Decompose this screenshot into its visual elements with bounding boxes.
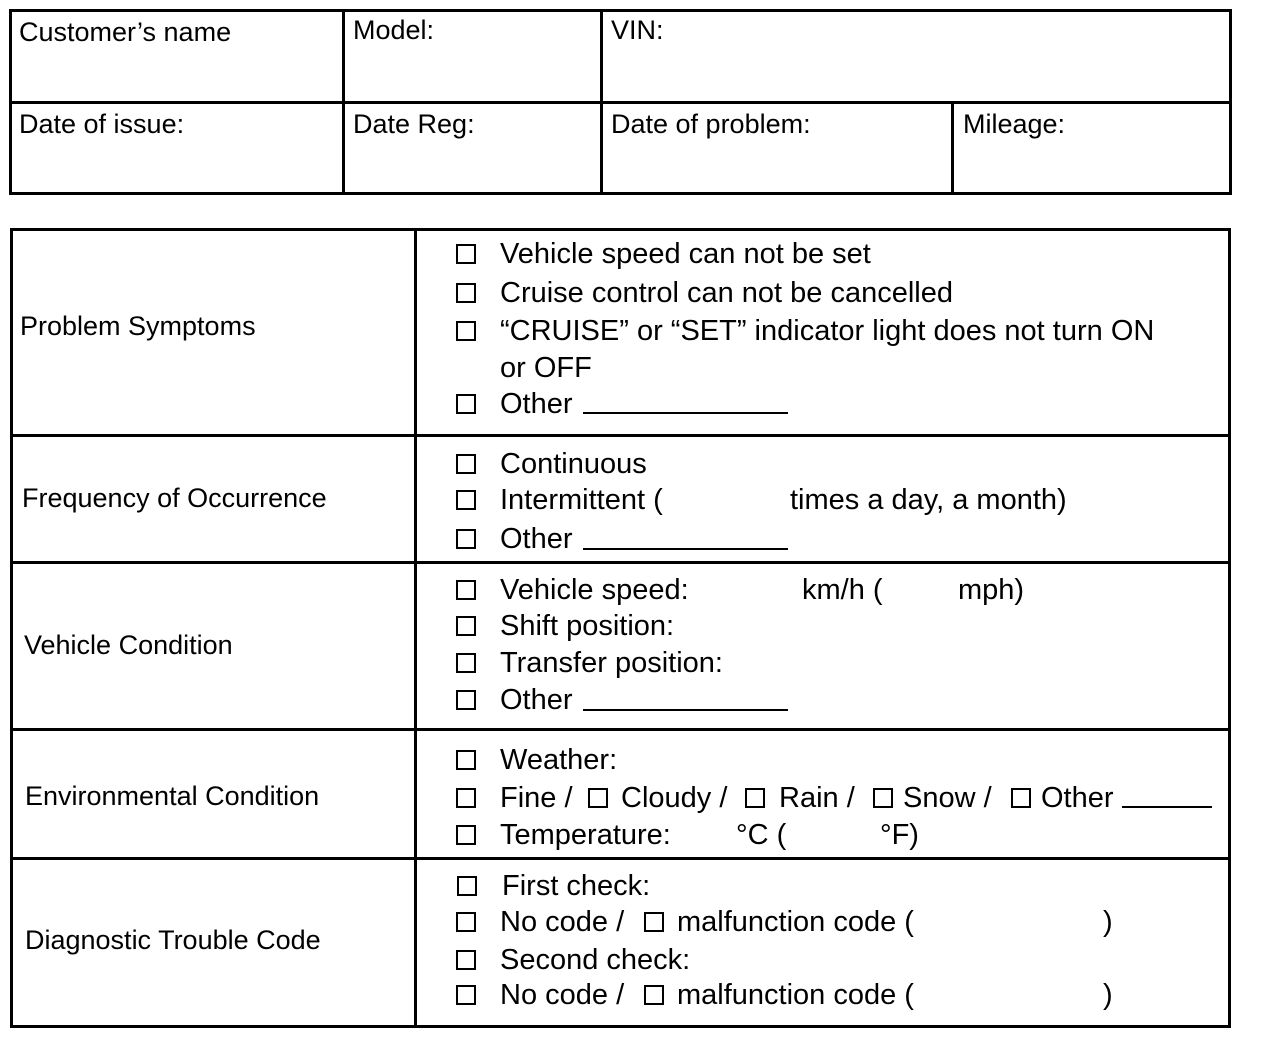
date-reg-field[interactable]: Date Reg:	[353, 109, 475, 139]
header-col-divider-3	[951, 101, 954, 195]
vehicle-speed-mph-text: mph)	[958, 574, 1025, 606]
snow-checkbox[interactable]	[873, 788, 893, 808]
transfer-position-text: Transfer position:	[500, 647, 723, 679]
row-divider-2	[10, 561, 1231, 564]
vehicle-other-checkbox[interactable]	[456, 690, 476, 710]
vehicle-speed-checkbox[interactable]	[456, 580, 476, 600]
vin-field[interactable]: VIN:	[611, 15, 664, 45]
customer-name-field[interactable]: Customer’s name	[19, 17, 232, 47]
second-no-code-checkbox[interactable]	[456, 985, 476, 1005]
intermittent-checkbox[interactable]	[456, 490, 476, 510]
shift-position-checkbox[interactable]	[456, 616, 476, 636]
cloudy-text: Cloudy /	[621, 782, 728, 814]
speed-not-set-checkbox[interactable]	[456, 244, 476, 264]
dtc-label: Diagnostic Trouble Code	[25, 925, 321, 955]
problem-other-text: Other	[500, 388, 573, 420]
vehicle-condition-label: Vehicle Condition	[24, 630, 233, 660]
second-no-code-text: No code /	[500, 979, 625, 1011]
indicator-light-text: “CRUISE” or “SET” indicator light does not turn ON	[500, 315, 1155, 347]
weather-other-text: Other	[1041, 782, 1114, 814]
cruise-not-cancelled-checkbox[interactable]	[456, 283, 476, 303]
first-malfunction-close: )	[1103, 906, 1113, 938]
model-field[interactable]: Model:	[353, 15, 435, 45]
snow-text: Snow /	[903, 782, 992, 814]
intermittent-times-text: times a day, a month)	[790, 484, 1067, 516]
first-malfunction-checkbox[interactable]	[644, 912, 664, 932]
cloudy-checkbox[interactable]	[588, 788, 608, 808]
header-col-divider-2	[600, 9, 603, 195]
temperature-text: Temperature:	[500, 819, 671, 851]
vehicle-speed-kmh-text: km/h (	[802, 574, 883, 606]
fahrenheit-text: °F)	[880, 819, 919, 851]
problem-other-blank[interactable]	[583, 412, 788, 414]
first-check-text: First check:	[502, 870, 651, 902]
date-of-issue-field[interactable]: Date of issue:	[19, 109, 185, 139]
header-col-divider-1	[342, 9, 345, 195]
vehicle-other-blank[interactable]	[583, 709, 788, 711]
first-check-checkbox[interactable]	[457, 876, 477, 896]
row-divider-1	[10, 434, 1231, 437]
second-malfunction-text: malfunction code (	[677, 979, 914, 1011]
continuous-checkbox[interactable]	[456, 454, 476, 474]
vehicle-speed-text: Vehicle speed:	[500, 574, 689, 606]
problem-symptoms-label: Problem Symptoms	[20, 311, 256, 341]
second-check-checkbox[interactable]	[456, 950, 476, 970]
celsius-text: °C (	[736, 819, 787, 851]
indicator-light-text-cont: or OFF	[500, 352, 592, 384]
row-divider-3	[10, 728, 1231, 731]
shift-position-text: Shift position:	[500, 610, 675, 642]
transfer-position-checkbox[interactable]	[456, 653, 476, 673]
fine-text: Fine /	[500, 782, 573, 814]
cruise-not-cancelled-text: Cruise control can not be cancelled	[500, 277, 953, 309]
first-malfunction-text: malfunction code (	[677, 906, 914, 938]
intermittent-text: Intermittent (	[500, 484, 663, 516]
fine-checkbox[interactable]	[456, 788, 476, 808]
vehicle-other-text: Other	[500, 684, 573, 716]
weather-checkbox[interactable]	[456, 750, 476, 770]
frequency-label: Frequency of Occurrence	[22, 483, 327, 513]
date-of-problem-field[interactable]: Date of problem:	[611, 109, 811, 139]
second-malfunction-checkbox[interactable]	[644, 985, 664, 1005]
environmental-label: Environmental Condition	[25, 781, 320, 811]
row-divider-4	[10, 857, 1231, 860]
weather-other-blank[interactable]	[1122, 806, 1212, 808]
weather-text: Weather:	[500, 744, 618, 776]
temperature-checkbox[interactable]	[456, 825, 476, 845]
frequency-other-text: Other	[500, 523, 573, 555]
problem-other-checkbox[interactable]	[456, 394, 476, 414]
second-malfunction-close: )	[1103, 979, 1113, 1011]
rain-text: Rain /	[779, 782, 855, 814]
continuous-text: Continuous	[500, 448, 647, 480]
speed-not-set-text: Vehicle speed can not be set	[500, 238, 871, 270]
checklist-col-divider	[414, 228, 417, 1028]
frequency-other-checkbox[interactable]	[456, 529, 476, 549]
first-no-code-text: No code /	[500, 906, 625, 938]
mileage-field[interactable]: Mileage:	[963, 109, 1066, 139]
frequency-other-blank[interactable]	[583, 548, 788, 550]
first-no-code-checkbox[interactable]	[456, 912, 476, 932]
weather-other-checkbox[interactable]	[1011, 788, 1031, 808]
second-check-text: Second check:	[500, 944, 691, 976]
rain-checkbox[interactable]	[745, 788, 765, 808]
header-row-divider	[9, 101, 1232, 104]
indicator-light-checkbox[interactable]	[456, 321, 476, 341]
